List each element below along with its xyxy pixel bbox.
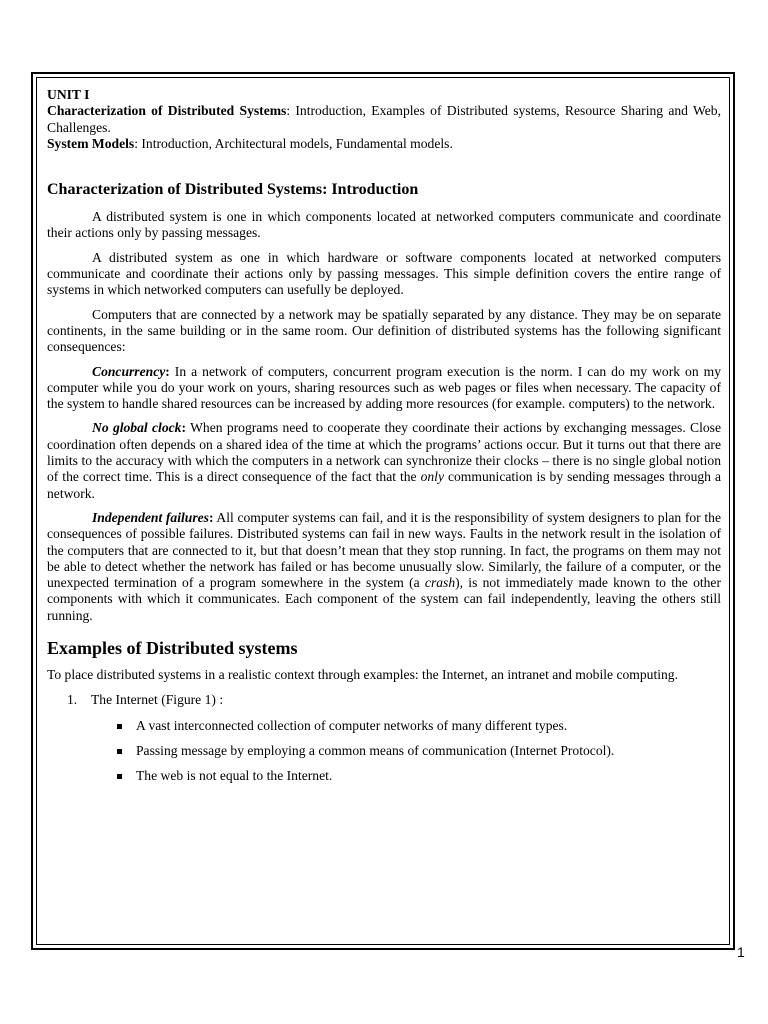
- examples-intro: To place distributed systems in a realistic context through examples: the Internet, an intranet and mobile computing.: [47, 667, 678, 683]
- bullet-item: The web is not equal to the Internet.: [47, 768, 721, 784]
- internet-bullet-list: [47, 718, 721, 785]
- topic-2-rest: : Introduction, Architectural models, Fundamental models.: [134, 135, 453, 151]
- unit-topic-2: [47, 136, 721, 152]
- concurrency-text: In a network of computers, concurrent program execution is the norm. I can do my work on my computer while you do your work on yours, sharing resources such as web pages or files when necessary. The capacity of the system to handle shared resources can be increased by adding more resources (for example. computers) to the network.: [47, 363, 721, 412]
- intro-paragraph-2: A distributed system as one in which hardware or software components located at networked computers communicate and coordinate their actions only by passing messages. This simple definition covers the entire range of systems in which networked computers can usefully be deployed.: [47, 249, 721, 298]
- bullet-item: Passing message by employing a common means of communication (Internet Protocol).: [47, 743, 721, 759]
- no-global-clock-end: communication is by sending messages through a network.: [47, 469, 721, 501]
- independent-failures-label: Independent failures: [92, 509, 209, 525]
- bullet-item: A vast interconnected collection of computer networks of many different types.: [47, 718, 721, 734]
- no-global-clock-label: No global clock: [92, 420, 182, 436]
- no-global-clock-only: only: [420, 469, 444, 485]
- intro-paragraph-3: Computers that are connected by a network may be spatially separated by any distance. They may be on separate continents, in the same building or in the same room. Our definition of distributed systems has the following significant consequences:: [47, 306, 721, 355]
- document-body: [47, 87, 721, 785]
- independent-failures-text: All computer systems can fail, and it is the responsibility of system designers to plan for the consequences of possible failures. Distributed systems can fail in new ways. Faults in the network result in the isolation of the computers that are connected to it, but that doesn’t mean that they stop running. In fact, the programs on them may not be able to detect whether the network has failed or has become unusually slow. Similarly, the failure of a computer, or the unexpected termination of a program somewhere in the system (a: [47, 509, 721, 591]
- no-global-clock-paragraph: No global clock: When programs need to cooperate they coordinate their actions by exchanging messages. Close coordination often depends on a shared idea of the time at which the programs’ actions occur. But it turns out that there are limits to the accuracy with which the computers in a network can synchronize their clocks – there is no single global notion of the correct time. This is a direct consequence of the fact that the only communication is by sending messages through a network.: [47, 420, 722, 501]
- intro-heading: Characterization of Distributed Systems: Introduction: [47, 181, 419, 199]
- topic-1-title: Characterization of Distributed Systems: [47, 103, 287, 119]
- list-item-number: 1.: [67, 692, 78, 708]
- no-global-clock-text: When programs need to cooperate they coordinate their actions by exchanging messages. Close coordination often depends on a shared idea of the time at which the programs’ actions occur. But it turns out that there are limits to the accuracy with which the computers in a network can synchronize their clocks – there is no single global notion of the correct time. This is a direct consequence of the fact that the: [47, 420, 722, 485]
- unit-title: UNIT I: [47, 87, 90, 102]
- square-bullet-icon: [117, 724, 122, 729]
- concurrency-paragraph: Concurrency: In a network of computers, concurrent program execution is the norm. I can do my work on my computer while you do your work on yours, sharing resources such as web pages or files when necessary. The capacity of the system to handle shared resources can be increased by adding more resources (for example. computers) to the network.: [47, 363, 721, 412]
- page-number: 1: [737, 944, 745, 960]
- examples-heading: Examples of Distributed systems: [47, 638, 298, 659]
- independent-failures-paragraph: Independent failures: All computer systems can fail, and it is the responsibility of system designers to plan for the consequences of possible failures. Distributed systems can fail in new ways. Faults in the network result in the isolation of the computers that are connected to it, but that doesn’t mean that they stop running. In fact, the programs on them may not be able to detect whether the network has failed or has become unusually slow. Similarly, the failure of a computer, or the unexpected termination of a program somewhere in the system (a crash), is not immediately made known to the other components with which it communicates. Each component of the system can fail independently, leaving the others still running.: [47, 509, 721, 623]
- independent-failures-crash: crash: [424, 575, 456, 591]
- unit-topic-1: [47, 103, 721, 136]
- list-item-text: The Internet (Figure 1) :: [91, 692, 224, 708]
- topic-1-rest: : Introduction, Examples of Distributed systems, Resource Sharing and Web, Challenges.: [47, 103, 721, 135]
- square-bullet-icon: [117, 749, 122, 754]
- concurrency-label: Concurrency: [92, 363, 166, 379]
- square-bullet-icon: [117, 774, 122, 779]
- intro-paragraph-1: A distributed system is one in which components located at networked computers communicate and coordinate their actions only by passing messages.: [47, 209, 721, 241]
- topic-2-title: System Models: [47, 135, 135, 151]
- independent-failures-end: ), is not immediately made known to the other components with which it communicates. Each component of the system can fail independently, leaving the others still running.: [47, 575, 721, 623]
- list-item-internet: [47, 692, 721, 708]
